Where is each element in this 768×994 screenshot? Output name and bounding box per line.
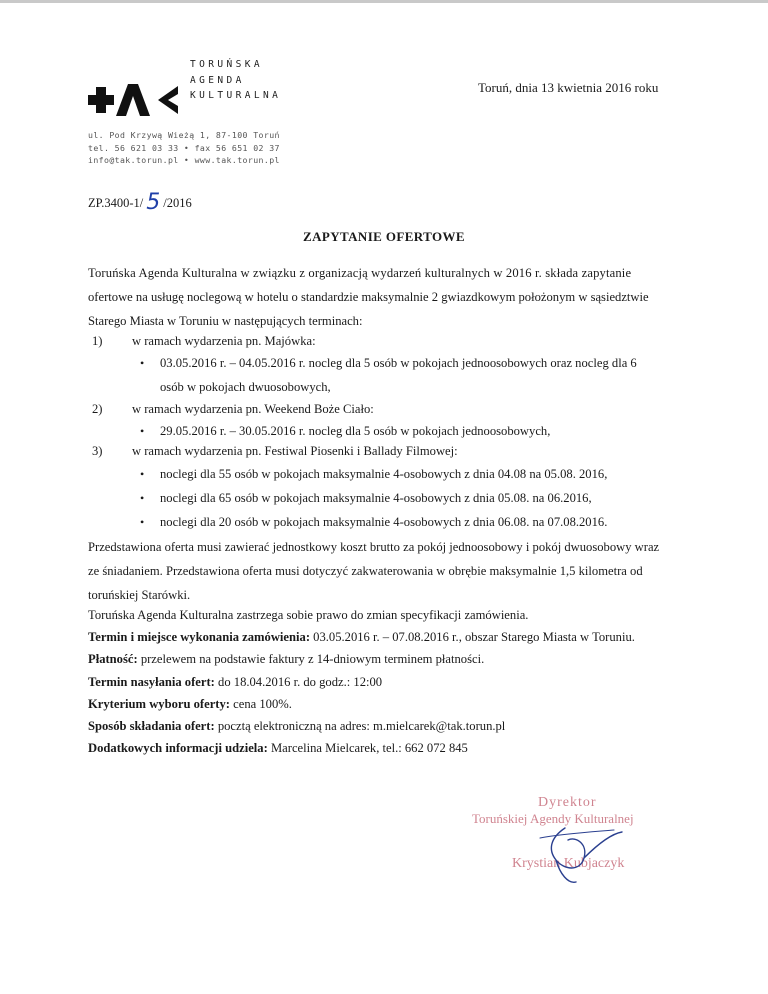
address-line-1: ul. Pod Krzywą Wieżą 1, 87-100 Toruń (88, 130, 280, 140)
detail-value: cena 100%. (230, 697, 292, 711)
logo-line-3: KULTURALNA (190, 90, 282, 101)
offer-line-3: toruńskiej Starówki. (88, 588, 191, 602)
detail-value: przelewem na podstawie faktury z 14-dniowym terminem płatności. (137, 652, 485, 666)
logo-line-1: TORUŃSKA (190, 59, 263, 70)
reference-handwritten-number: 5 (146, 190, 161, 215)
detail-value: 03.05.2016 r. – 07.08.2016 r., obszar Starego Miasta w Toruniu. (310, 630, 635, 644)
offer-line-1: Przedstawiona oferta musi zawierać jednostkowy koszt brutto za pokój jednoosobowy i pokój dwuosobowy wraz (88, 540, 660, 554)
bullet-icon: • (140, 467, 145, 481)
tak-logo-icon (88, 82, 180, 118)
detail-termin-miejsce (88, 630, 635, 645)
item-3-number: 3) (92, 444, 103, 458)
intro-line-3: Starego Miasta w Toruniu w następujących terminach: (88, 314, 363, 328)
detail-termin-nasylania (88, 675, 382, 690)
detail-label: Dodatkowych informacji udziela: (88, 741, 268, 755)
stamp-title: Dyrektor (538, 795, 597, 810)
bullet-icon: • (140, 515, 145, 529)
detail-value: do 18.04.2016 r. do godz.: 12:00 (214, 675, 383, 689)
item-1-number: 1) (92, 334, 103, 348)
item-2-bullet-1: 29.05.2016 r. – 30.05.2016 r. nocleg dla 5 osób w pokojach jednoosobowych, (160, 424, 551, 438)
stamp-name: Krystian Kubjaczyk (512, 856, 625, 871)
reserve-clause: Toruńska Agenda Kulturalna zastrzega sobie prawo do zmian specyfikacji zamówienia. (88, 608, 529, 622)
item-1-bullet-1: 03.05.2016 r. – 04.05.2016 r. nocleg dla 5 osób w pokojach jednoosobowych oraz nocleg dla 6 (160, 356, 637, 370)
letter-date: Toruń, dnia 13 kwietnia 2016 roku (478, 80, 659, 95)
handwritten-signature-icon (510, 810, 630, 890)
item-1-bullet-1-cont: osób w pokojach dwuosobowych, (160, 380, 331, 394)
intro-line-1: Toruńska Agenda Kulturalna w związku z organizacją wydarzeń kulturalnych w 2016 r. składa zapytanie (88, 266, 632, 280)
sender-address (88, 129, 280, 167)
logo-line-2: AGENDA (190, 74, 245, 86)
bullet-icon: • (140, 356, 145, 370)
detail-label: Termin i miejsce wykonania zamówienia: (88, 630, 311, 644)
item-3-bullet-1: noclegi dla 55 osób w pokojach maksymalnie 4-osobowych z dnia 04.08 na 05.08. 2016, (160, 467, 608, 481)
bullet-icon: • (140, 424, 145, 438)
address-line-3: info@tak.torun.pl • www.tak.torun.pl (88, 155, 280, 165)
detail-kryterium (88, 697, 292, 712)
item-3-label: w ramach wydarzenia pn. Festiwal Piosenki i Ballady Filmowej: (132, 444, 458, 458)
logo-wordmark (190, 57, 281, 104)
detail-kontakt (88, 741, 468, 756)
bullet-icon: • (140, 491, 145, 505)
item-2-label: w ramach wydarzenia pn. Weekend Boże Ciało: (132, 402, 374, 416)
detail-sposob (88, 719, 505, 734)
reference-prefix: ZP.3400-1/ (88, 196, 144, 210)
detail-platnosc (88, 652, 484, 667)
detail-label: Termin nasyłania ofert: (88, 675, 215, 689)
scan-edge (0, 0, 768, 3)
detail-value: Marcelina Mielcarek, tel.: 662 072 845 (267, 741, 468, 755)
detail-label: Sposób składania ofert: (88, 719, 215, 733)
item-1-label: w ramach wydarzenia pn. Majówka: (132, 334, 316, 348)
detail-label: Kryterium wyboru oferty: (88, 697, 230, 711)
stamp-organization: Toruńskiej Agendy Kulturalnej (472, 811, 634, 826)
address-line-2: tel. 56 621 03 33 • fax 56 651 02 37 (88, 142, 280, 153)
signature-stamp (470, 790, 710, 900)
item-3-bullet-3: noclegi dla 20 osób w pokojach maksymalnie 4-osobowych z dnia 06.08. na 07.08.2016. (160, 515, 608, 529)
item-3-bullet-2: noclegi dla 65 osób w pokojach maksymalnie 4-osobowych z dnia 05.08. na 06.2016, (160, 491, 592, 505)
reference-suffix: /2016 (163, 196, 192, 210)
intro-line-2: ofertowe na usługę noclegową w hotelu o standardzie maksymalnie 2 gwiazdkowym położonym w sąsiedztwie (88, 290, 649, 304)
document-title: ZAPYTANIE OFERTOWE (303, 229, 465, 244)
detail-value: pocztą elektroniczną na adres: m.mielcarek@tak.torun.pl (214, 719, 506, 733)
detail-label: Płatność: (88, 652, 138, 666)
reference-number (88, 188, 192, 213)
offer-line-2: ze śniadaniem. Przedstawiona oferta musi dotyczyć zakwaterowania w obrębie maksymalnie 1,5 kilometra od (88, 564, 643, 578)
item-2-number: 2) (92, 402, 103, 416)
